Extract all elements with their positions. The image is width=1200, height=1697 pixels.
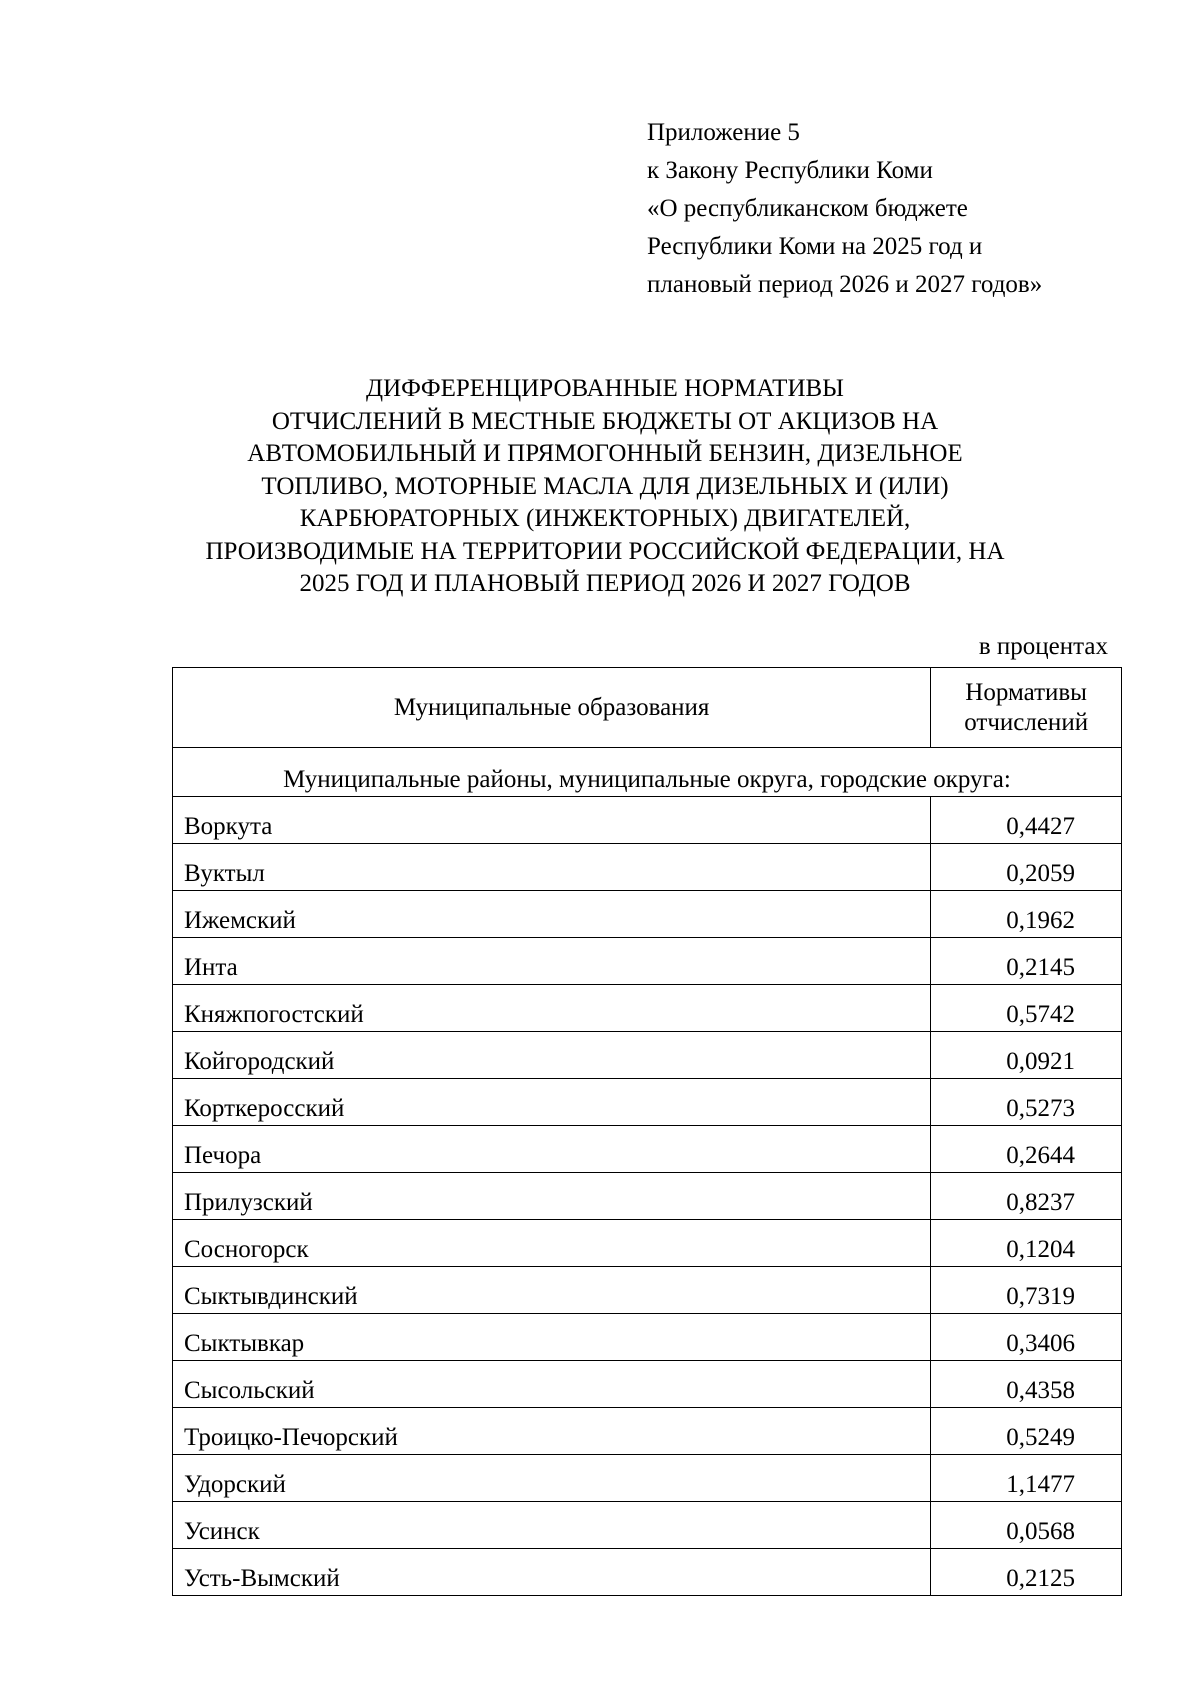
norm-value: 0,1204	[931, 1220, 1122, 1267]
norm-value: 0,1962	[931, 891, 1122, 938]
table-row	[173, 985, 1122, 1032]
table-row	[173, 1126, 1122, 1173]
municipality-name: Инта	[173, 938, 931, 985]
norm-value: 0,5742	[931, 985, 1122, 1032]
header-municipalities: Муниципальные образования	[173, 668, 931, 748]
table-row	[173, 844, 1122, 891]
header-norms-line2: отчислений	[964, 708, 1089, 736]
title-line: ОТЧИСЛЕНИЙ В МЕСТНЫЕ БЮДЖЕТЫ ОТ АКЦИЗОВ НА	[271, 407, 939, 435]
table-row	[173, 938, 1122, 985]
header-norms-line1: Нормативы	[965, 678, 1087, 706]
norm-value: 0,7319	[931, 1267, 1122, 1314]
appendix-line: Республики Коми на 2025 год и	[647, 233, 983, 260]
norm-value: 1,1477	[931, 1455, 1122, 1502]
title-line: ДИФФЕРЕНЦИРОВАННЫЕ НОРМАТИВЫ	[366, 375, 844, 402]
municipality-name: Троицко-Печорский	[173, 1408, 931, 1455]
table-header-row	[173, 668, 1122, 748]
municipality-name: Усинск	[173, 1502, 931, 1549]
title-line: ПРОИЗВОДИМЫЕ НА ТЕРРИТОРИИ РОССИЙСКОЙ ФЕДЕРАЦИИ, НА	[205, 537, 1005, 565]
table-row	[173, 1502, 1122, 1549]
municipality-name: Сосногорск	[173, 1220, 931, 1267]
table-row	[173, 1549, 1122, 1596]
norm-value: 0,4358	[931, 1361, 1122, 1408]
table-row	[173, 1314, 1122, 1361]
table-row	[173, 797, 1122, 844]
table-row	[173, 1220, 1122, 1267]
municipality-name: Сысольский	[173, 1361, 931, 1408]
table-row	[173, 891, 1122, 938]
norm-value: 0,8237	[931, 1173, 1122, 1220]
municipality-name: Ижемский	[173, 891, 931, 938]
municipality-name: Прилузский	[173, 1173, 931, 1220]
norms-table	[172, 667, 1122, 1596]
municipality-name: Усть-Вымский	[173, 1549, 931, 1596]
table-row	[173, 1361, 1122, 1408]
norm-value: 0,2125	[931, 1549, 1122, 1596]
appendix-line: Приложение 5	[647, 119, 800, 146]
municipality-name: Княжпогостский	[173, 985, 931, 1032]
table-row	[173, 1408, 1122, 1455]
municipality-name: Сыктывкар	[173, 1314, 931, 1361]
appendix-line: к Закону Республики Коми	[647, 157, 933, 184]
table-row	[173, 1455, 1122, 1502]
municipality-name: Койгородский	[173, 1032, 931, 1079]
appendix-line: «О республиканском бюджете	[647, 195, 968, 222]
header-norms	[931, 668, 1122, 748]
title-line: КАРБЮРАТОРНЫХ (ИНЖЕКТОРНЫХ) ДВИГАТЕЛЕЙ,	[299, 505, 911, 532]
norm-value: 0,2059	[931, 844, 1122, 891]
municipality-name: Вуктыл	[173, 844, 931, 891]
municipality-name: Воркута	[173, 797, 931, 844]
table-row	[173, 1267, 1122, 1314]
norm-value: 0,5273	[931, 1079, 1122, 1126]
municipality-name: Печора	[173, 1126, 931, 1173]
norm-value: 0,2644	[931, 1126, 1122, 1173]
municipality-name: Сыктывдинский	[173, 1267, 931, 1314]
municipality-name: Удорский	[173, 1455, 931, 1502]
title-line: 2025 ГОД И ПЛАНОВЫЙ ПЕРИОД 2026 И 2027 ГОДОВ	[299, 570, 911, 597]
norm-value: 0,4427	[931, 797, 1122, 844]
section-title: Муниципальные районы, муниципальные округа, городские округа:	[173, 748, 1122, 797]
norm-value: 0,0568	[931, 1502, 1122, 1549]
table-row	[173, 1079, 1122, 1126]
table-row	[173, 1173, 1122, 1220]
title-line: АВТОМОБИЛЬНЫЙ И ПРЯМОГОННЫЙ БЕНЗИН, ДИЗЕЛЬНОЕ	[247, 440, 963, 467]
units-label: в процентах	[978, 633, 1108, 660]
title-line: ТОПЛИВО, МОТОРНЫЕ МАСЛА ДЛЯ ДИЗЕЛЬНЫХ И (ИЛИ)	[261, 472, 949, 500]
municipality-name: Корткеросский	[173, 1079, 931, 1126]
norm-value: 0,2145	[931, 938, 1122, 985]
section-row	[173, 748, 1122, 797]
norm-value: 0,0921	[931, 1032, 1122, 1079]
appendix-line: плановый период 2026 и 2027 годов»	[647, 271, 1043, 298]
norm-value: 0,5249	[931, 1408, 1122, 1455]
table-row	[173, 1032, 1122, 1079]
norm-value: 0,3406	[931, 1314, 1122, 1361]
appendix-block	[647, 114, 1042, 304]
document-title	[150, 373, 1060, 601]
